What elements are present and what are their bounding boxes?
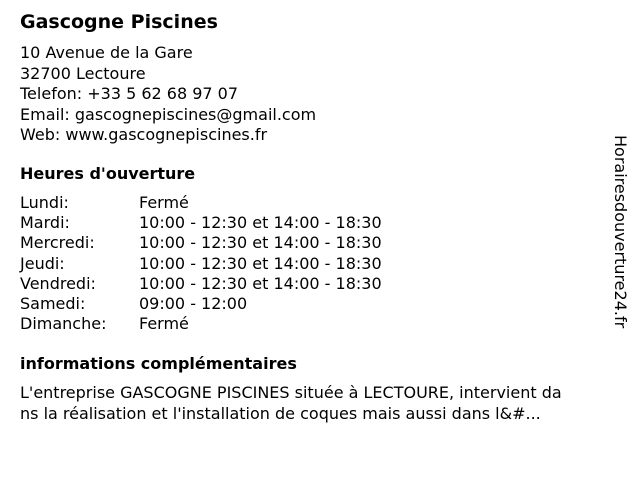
day-label: Vendredi:	[20, 273, 96, 293]
time-value: Fermé	[139, 193, 189, 212]
business-name: Gascogne Piscines	[20, 11, 218, 33]
day-label: Mardi:	[20, 213, 70, 233]
day-label: Samedi:	[20, 294, 86, 314]
info-heading: informations complémentaires	[20, 354, 297, 373]
info-line: L'entreprise GASCOGNE PISCINES située à LECTOURE, intervient da	[20, 383, 562, 402]
hours-row	[20, 213, 382, 233]
opening-hours-table	[20, 193, 382, 334]
day-label: Jeudi:	[20, 253, 65, 273]
hours-row	[20, 314, 382, 334]
website-address: Web: www.gascognepiscines.fr	[20, 125, 268, 144]
time-value: 09:00 - 12:00	[139, 294, 248, 314]
hours-heading: Heures d'ouverture	[20, 164, 196, 183]
site-watermark: Horairesdouverture24.fr	[611, 135, 630, 329]
time-value: 10:00 - 12:30 et 14:00 - 18:30	[139, 233, 382, 253]
address-city: 32700 Lectoure	[20, 63, 146, 83]
time-value: 10:00 - 12:30 et 14:00 - 18:30	[139, 273, 382, 293]
info-description	[20, 383, 620, 424]
hours-row	[20, 294, 382, 314]
time-value: 10:00 - 12:30 et 14:00 - 18:30	[139, 213, 382, 233]
time-value: Fermé	[139, 314, 189, 334]
time-value: 10:00 - 12:30 et 14:00 - 18:30	[139, 253, 382, 273]
hours-row	[20, 254, 382, 274]
hours-row	[20, 193, 382, 213]
contact-block	[20, 43, 316, 146]
day-label: Lundi:	[20, 193, 69, 212]
email-address: Email: gascognepiscines@gmail.com	[20, 104, 317, 124]
day-label: Mercredi:	[20, 233, 95, 253]
day-label: Dimanche:	[20, 314, 107, 334]
info-line: ns la réalisation et l'installation de coques mais aussi dans l&#...	[20, 403, 541, 423]
phone-number: Telefon: +33 5 62 68 97 07	[20, 84, 239, 103]
hours-row	[20, 233, 382, 253]
hours-row	[20, 274, 382, 294]
address-street: 10 Avenue de la Gare	[20, 43, 193, 62]
